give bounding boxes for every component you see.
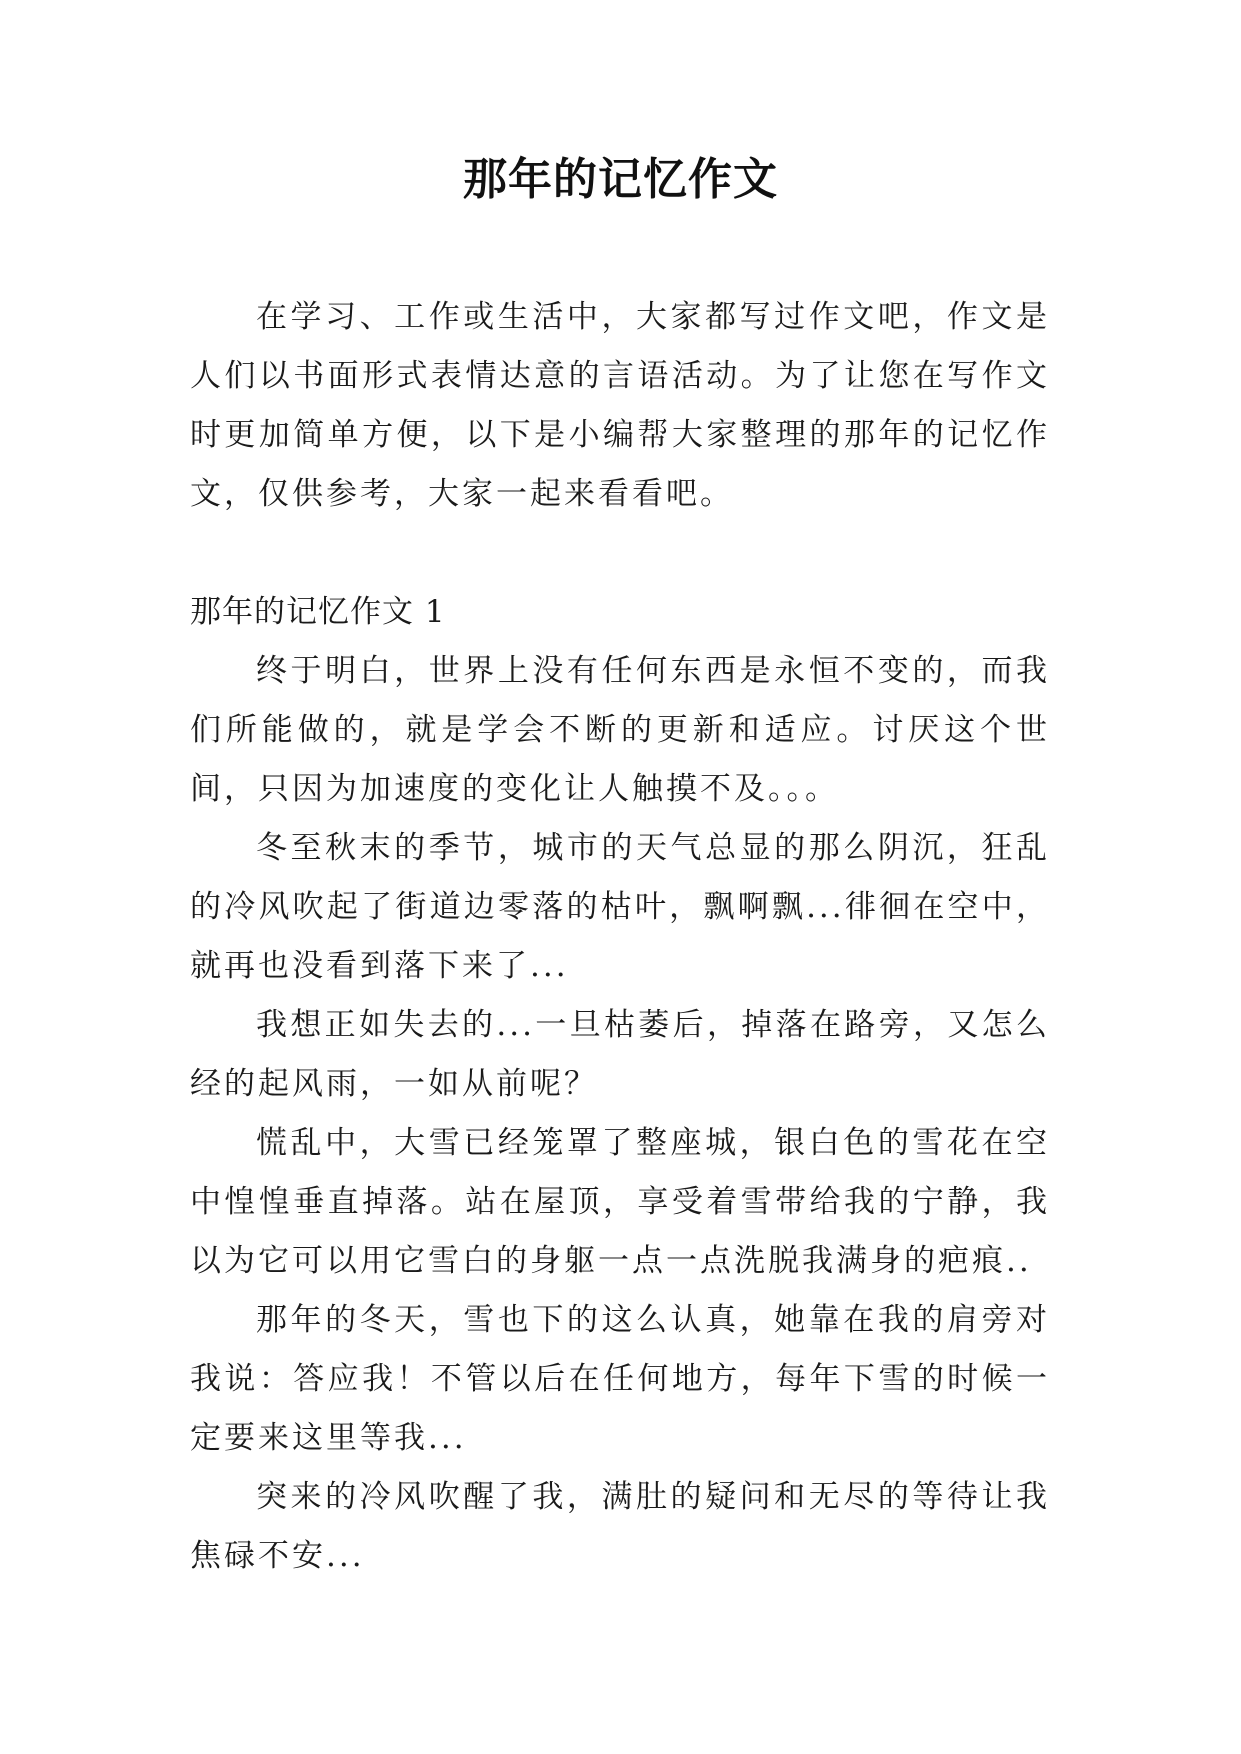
body-paragraph: 突来的冷风吹醒了我，满肚的疑问和无尽的等待让我焦碌不安... bbox=[190, 1479, 1050, 1574]
document-title: 那年的记忆作文 bbox=[463, 154, 778, 205]
body-paragraph: 冬至秋末的季节，城市的天气总显的那么阴沉，狂乱的冷风吹起了街道边零落的枯叶，飘啊飘...徘徊在空中，就再也没看到落下来了... bbox=[190, 830, 1050, 984]
body-paragraph: 终于明白，世界上没有任何东西是永恒不变的，而我们所能做的，就是学会不断的更新和适应。讨厌这个世间，只因为加速度的变化让人触摸不及。。。 bbox=[190, 653, 1050, 807]
body-paragraph: 我想正如失去的...一旦枯萎后，掉落在路旁，又怎么经的起风雨，一如从前呢？ bbox=[190, 1007, 1050, 1102]
section-heading: 那年的记忆作文 1 bbox=[190, 594, 446, 630]
body-paragraph: 那年的冬天，雪也下的这么认真，她靠在我的肩旁对我说：答应我！不管以后在任何地方，每年下雪的时候一定要来这里等我... bbox=[190, 1302, 1050, 1456]
intro-paragraph: 在学习、工作或生活中，大家都写过作文吧，作文是人们以书面形式表情达意的言语活动。为了让您在写作文时更加简单方便，以下是小编帮大家整理的那年的记忆作文，仅供参考，大家一起来看看吧。 bbox=[190, 299, 1050, 512]
document-body bbox=[190, 288, 1050, 1586]
body-paragraph: 慌乱中，大雪已经笼罩了整座城，银白色的雪花在空中惶惶垂直掉落。站在屋顶，享受着雪带给我的宁静，我以为它可以用它雪白的身躯一点一点洗脱我满身的疤痕.. bbox=[190, 1125, 1050, 1279]
